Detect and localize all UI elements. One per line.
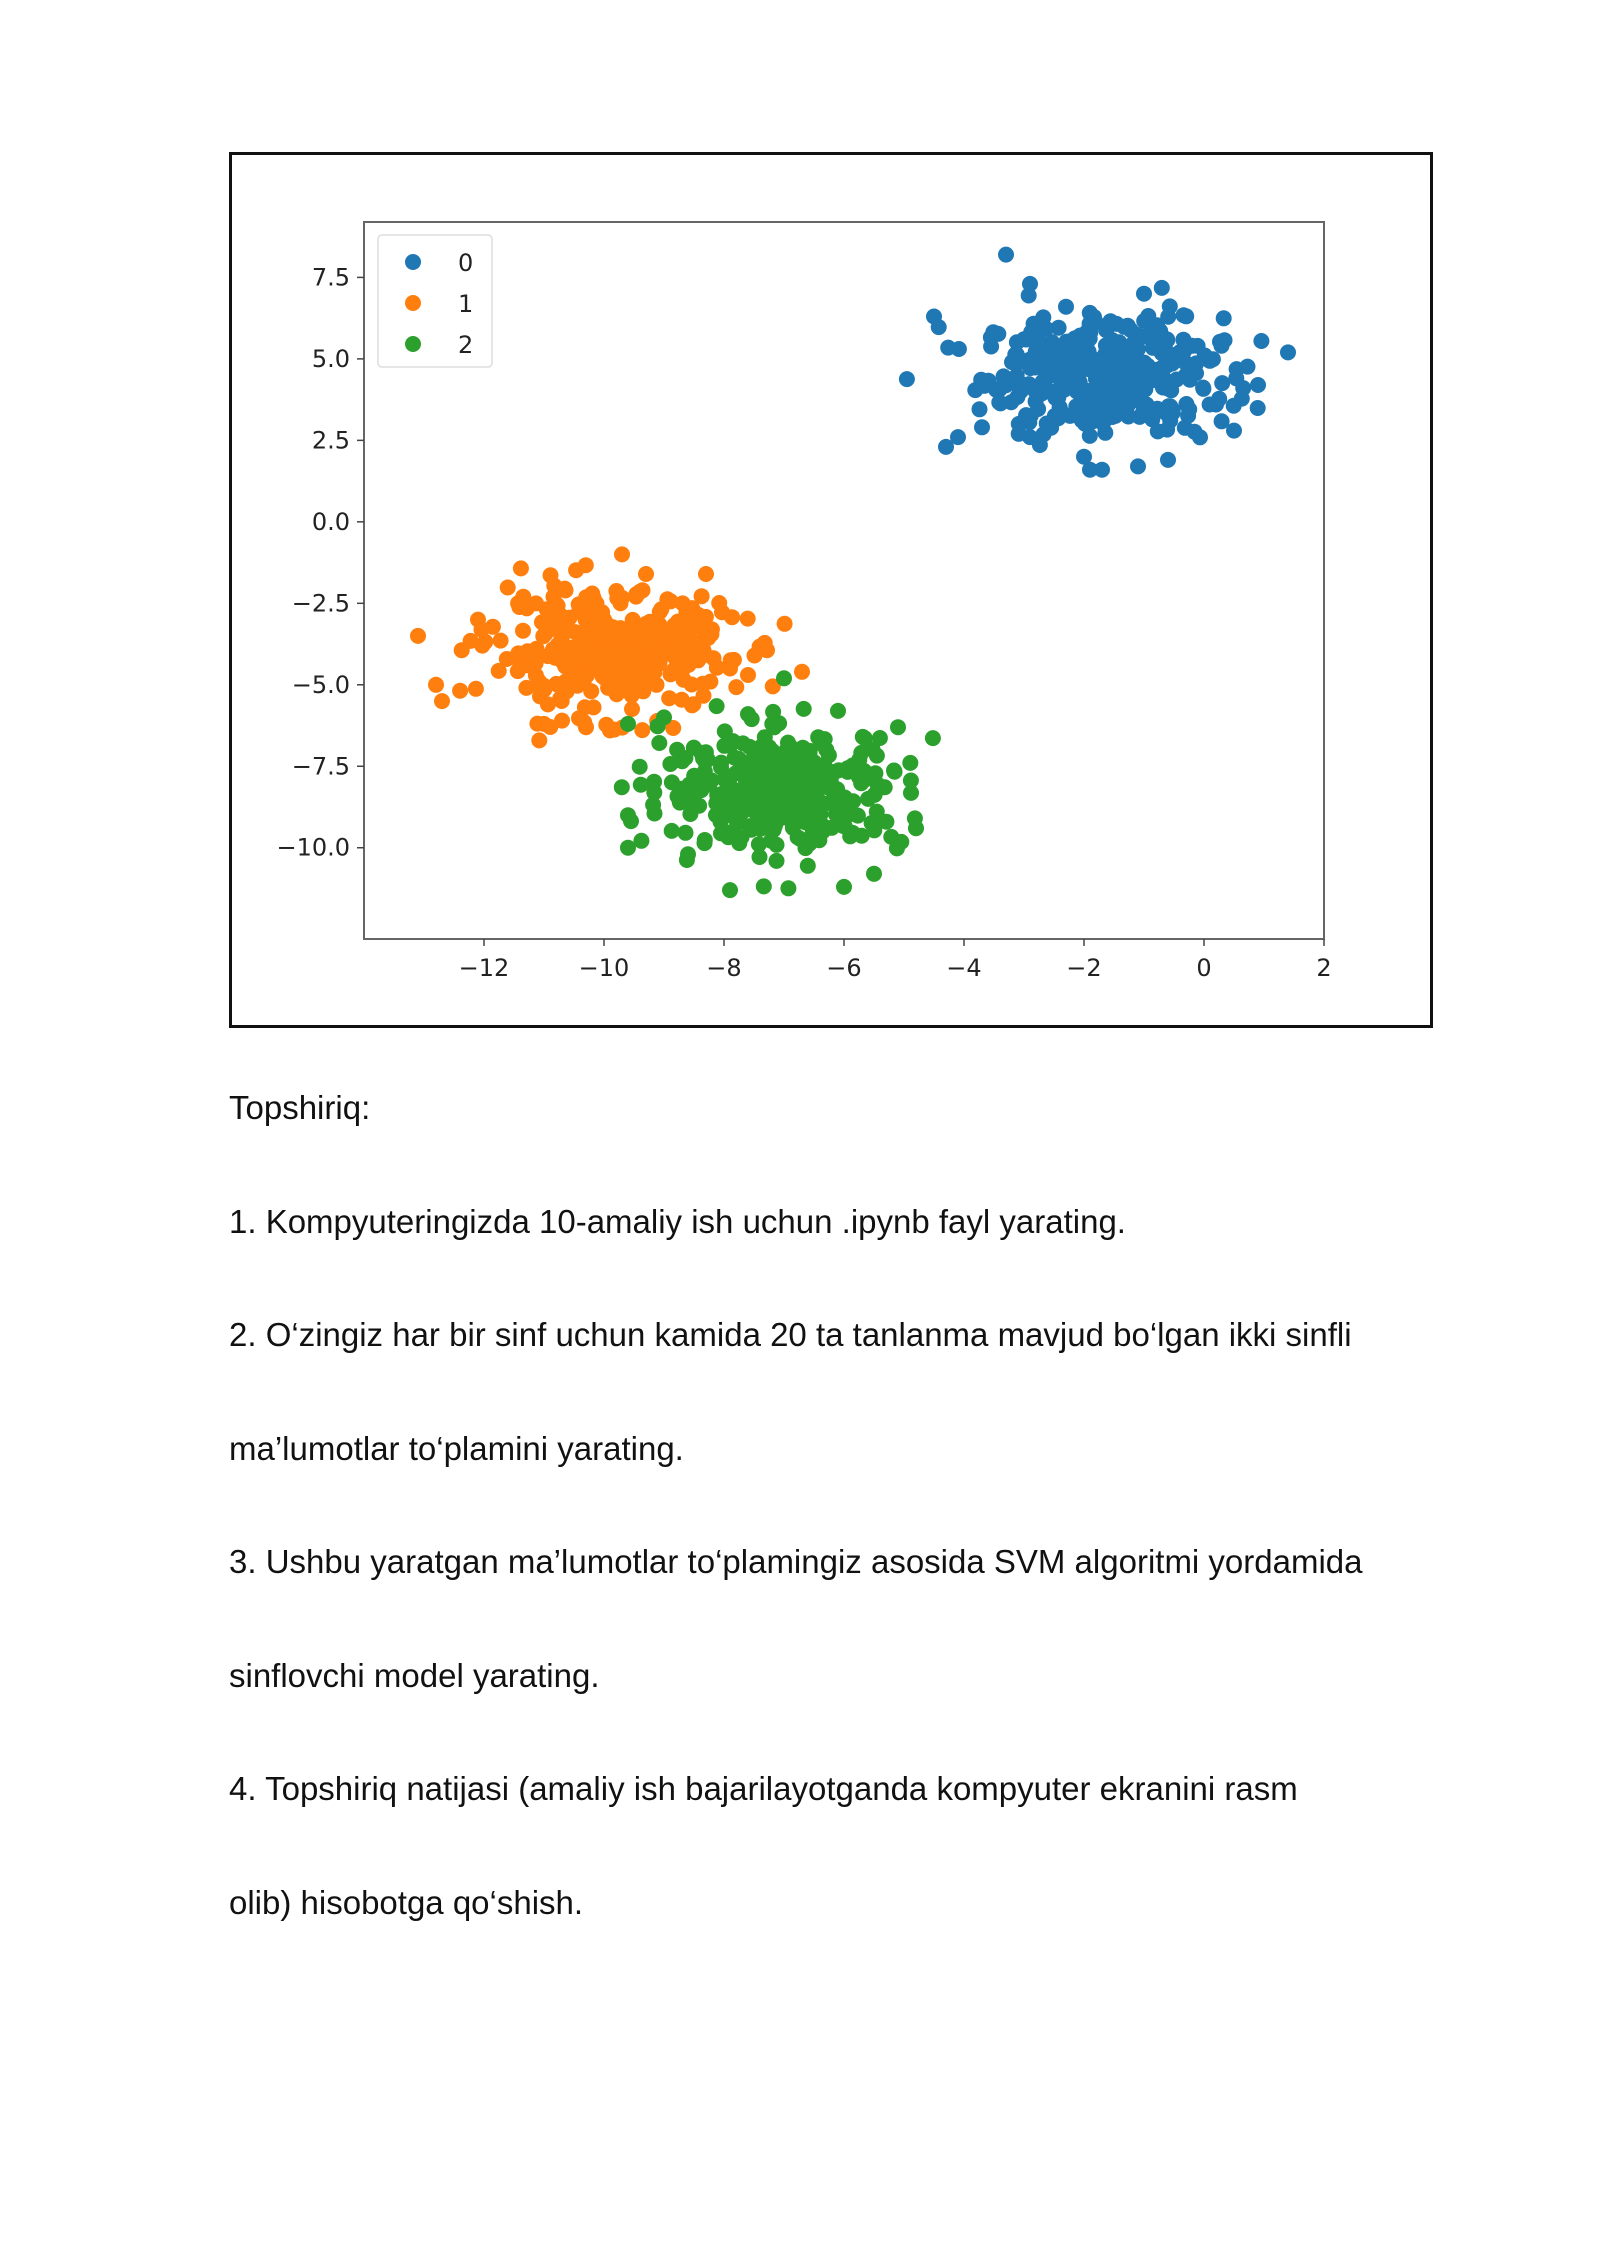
data-point-2: [866, 822, 882, 838]
data-point-0: [1058, 299, 1074, 315]
data-point-0: [1011, 426, 1027, 442]
data-point-1: [723, 652, 739, 668]
data-point-2: [677, 750, 693, 766]
data-point-0: [1136, 286, 1152, 302]
data-point-2: [824, 820, 840, 836]
y-tick-label: 5.0: [311, 344, 350, 373]
data-point-0: [983, 339, 999, 355]
data-point-1: [628, 658, 644, 674]
data-point-2: [883, 829, 899, 845]
data-point-2: [735, 803, 751, 819]
task-item-3: 3. Ushbu yaratgan ma’lumotlar to‘plamingiz asosida SVM algoritmi yordamida: [229, 1543, 1363, 1580]
legend-marker-1: [405, 295, 421, 311]
data-point-0: [1059, 367, 1075, 383]
data-point-2: [869, 748, 885, 764]
data-point-1: [583, 603, 599, 619]
data-point-2: [678, 825, 694, 841]
data-point-0: [1108, 399, 1124, 415]
task-item-2: 2. O‘zingiz har bir sinf uchun kamida 20 ta tanlanma mavjud bo‘lgan ikki sinfli: [229, 1316, 1352, 1353]
data-point-0: [1039, 368, 1055, 384]
data-point-2: [836, 879, 852, 895]
task-item-2-cont: ma’lumotlar to‘plamini yarating.: [229, 1430, 684, 1467]
data-point-1: [728, 679, 744, 695]
data-point-1: [601, 664, 617, 680]
task-item-1: 1. Kompyuteringizda 10-amaliy ish uchun .ipynb fayl yarating.: [229, 1203, 1126, 1240]
data-point-0: [1104, 337, 1120, 353]
y-tick-label: 2.5: [311, 426, 350, 455]
data-point-0: [1250, 400, 1266, 416]
data-point-2: [907, 810, 923, 826]
data-point-2: [872, 730, 888, 746]
task-item-4: 4. Topshiriq natijasi (amaliy ish bajarilayotganda kompyuter ekranini rasm: [229, 1770, 1298, 1807]
data-point-1: [669, 627, 685, 643]
data-point-2: [679, 852, 695, 868]
data-point-0: [1162, 398, 1178, 414]
data-point-0: [1130, 458, 1146, 474]
data-point-1: [777, 616, 793, 632]
data-point-1: [697, 647, 713, 663]
data-point-1: [698, 566, 714, 582]
legend-label-0: 0: [458, 249, 474, 277]
data-point-0: [1082, 462, 1098, 478]
data-point-2: [807, 757, 823, 773]
data-point-2: [756, 878, 772, 894]
data-point-0: [1177, 355, 1193, 371]
data-point-2: [770, 757, 786, 773]
data-point-1: [684, 600, 700, 616]
data-point-2: [925, 730, 941, 746]
data-point-0: [993, 395, 1009, 411]
data-point-0: [1082, 428, 1098, 444]
data-point-0: [1021, 288, 1037, 304]
data-point-0: [1123, 364, 1139, 380]
data-point-1: [537, 626, 553, 642]
data-point-1: [693, 633, 709, 649]
data-point-2: [778, 743, 794, 759]
data-point-1: [634, 722, 650, 738]
data-point-1: [656, 643, 672, 659]
data-point-2: [614, 779, 630, 795]
data-point-1: [686, 619, 702, 635]
data-point-2: [646, 785, 662, 801]
data-point-1: [548, 676, 564, 692]
data-point-0: [1280, 344, 1296, 360]
data-point-0: [1211, 391, 1227, 407]
data-point-2: [633, 833, 649, 849]
data-point-2: [714, 786, 730, 802]
data-point-0: [1253, 333, 1269, 349]
data-point-1: [493, 633, 509, 649]
data-point-2: [713, 825, 729, 841]
data-point-2: [857, 730, 873, 746]
data-point-1: [624, 701, 640, 717]
data-point-1: [540, 696, 556, 712]
data-point-0: [1099, 353, 1115, 369]
data-point-2: [866, 866, 882, 882]
data-point-1: [546, 589, 562, 605]
data-point-2: [632, 759, 648, 775]
x-tick-label: −6: [826, 954, 862, 982]
x-tick-label: −8: [706, 954, 742, 982]
data-point-1: [542, 719, 558, 735]
data-point-1: [520, 643, 536, 659]
data-point-2: [698, 744, 714, 760]
data-point-0: [972, 401, 988, 417]
data-point-2: [902, 755, 918, 771]
data-point-2: [807, 806, 823, 822]
data-point-0: [1212, 334, 1228, 350]
data-point-1: [635, 683, 651, 699]
data-point-0: [1023, 324, 1039, 340]
data-point-2: [800, 858, 816, 874]
data-point-2: [823, 764, 839, 780]
task-item-4-cont: olib) hisobotga qo‘shish.: [229, 1884, 584, 1921]
data-point-0: [1032, 437, 1048, 453]
y-tick-label: −2.5: [291, 589, 350, 618]
data-point-1: [577, 699, 593, 715]
data-point-2: [850, 808, 866, 824]
data-point-2: [620, 716, 636, 732]
y-tick-label: 7.5: [311, 263, 350, 292]
data-point-2: [796, 701, 812, 717]
data-point-2: [780, 880, 796, 896]
data-point-0: [1214, 375, 1230, 391]
legend-marker-0: [405, 254, 421, 270]
x-tick-label: 2: [1316, 954, 1332, 982]
data-point-1: [515, 623, 531, 639]
data-point-2: [777, 790, 793, 806]
data-point-0: [1127, 385, 1143, 401]
data-point-0: [1154, 280, 1170, 296]
data-point-1: [740, 611, 756, 627]
data-point-1: [628, 586, 644, 602]
data-point-0: [974, 419, 990, 435]
data-point-0: [1047, 388, 1063, 404]
data-point-1: [500, 580, 516, 596]
y-tick-label: 0.0: [311, 507, 350, 536]
data-point-1: [638, 566, 654, 582]
data-point-1: [570, 648, 586, 664]
x-tick-label: −4: [946, 954, 982, 982]
data-point-1: [510, 595, 526, 611]
data-point-0: [1028, 393, 1044, 409]
data-point-0: [899, 371, 915, 387]
data-point-0: [1009, 368, 1025, 384]
data-point-0: [1123, 322, 1139, 338]
data-point-0: [1108, 385, 1124, 401]
data-point-0: [1214, 413, 1230, 429]
data-point-1: [531, 678, 547, 694]
data-point-1: [663, 593, 679, 609]
data-point-0: [1139, 368, 1155, 384]
y-tick-label: −7.5: [291, 752, 350, 781]
data-point-2: [749, 764, 765, 780]
data-point-2: [766, 719, 782, 735]
data-point-2: [887, 764, 903, 780]
data-point-2: [734, 761, 750, 777]
data-point-0: [1178, 308, 1194, 324]
data-point-2: [856, 772, 872, 788]
data-point-0: [1007, 347, 1023, 363]
data-point-1: [759, 642, 775, 658]
data-point-2: [664, 823, 680, 839]
data-point-0: [1050, 410, 1066, 426]
task-item-3-cont: sinflovchi model yarating.: [229, 1657, 600, 1694]
data-point-1: [576, 714, 592, 730]
data-point-2: [769, 853, 785, 869]
scatter-plot: [232, 155, 1430, 1025]
data-point-2: [749, 745, 765, 761]
data-point-0: [1075, 341, 1091, 357]
data-point-1: [452, 683, 468, 699]
data-point-1: [631, 622, 647, 638]
data-point-0: [1018, 407, 1034, 423]
data-point-1: [614, 546, 630, 562]
data-point-2: [743, 822, 759, 838]
data-point-0: [1142, 402, 1158, 418]
data-point-1: [568, 562, 584, 578]
data-point-2: [713, 755, 729, 771]
data-point-0: [1160, 452, 1176, 468]
data-point-1: [597, 625, 613, 641]
data-point-0: [998, 247, 1014, 263]
data-point-2: [722, 882, 738, 898]
y-tick-label: −5.0: [291, 670, 350, 699]
data-point-0: [1175, 332, 1191, 348]
data-point-2: [903, 773, 919, 789]
data-point-1: [584, 586, 600, 602]
legend-label-1: 1: [458, 290, 474, 318]
data-point-2: [651, 735, 667, 751]
data-point-2: [890, 719, 906, 735]
data-point-2: [757, 784, 773, 800]
data-point-2: [686, 768, 702, 784]
legend-marker-2: [405, 336, 421, 352]
data-point-0: [1250, 377, 1266, 393]
y-tick-label: −10.0: [276, 833, 350, 862]
data-point-1: [794, 664, 810, 680]
data-point-1: [704, 621, 720, 637]
data-point-1: [674, 664, 690, 680]
data-point-0: [1181, 371, 1197, 387]
data-point-1: [531, 732, 547, 748]
data-point-2: [670, 788, 686, 804]
data-point-0: [1177, 420, 1193, 436]
legend-label-2: 2: [458, 331, 474, 359]
data-point-0: [976, 378, 992, 394]
data-point-0: [1082, 316, 1098, 332]
data-point-1: [410, 628, 426, 644]
x-tick-label: 0: [1196, 954, 1212, 982]
data-point-0: [1031, 341, 1047, 357]
data-point-1: [684, 697, 700, 713]
data-point-2: [752, 849, 768, 865]
data-point-2: [697, 835, 713, 851]
data-point-1: [740, 667, 756, 683]
data-point-1: [428, 677, 444, 693]
x-tick-label: −12: [458, 954, 510, 982]
data-point-0: [1074, 398, 1090, 414]
task-heading: Topshiriq:: [229, 1089, 371, 1126]
data-point-2: [776, 670, 792, 686]
data-point-1: [513, 560, 529, 576]
data-point-0: [1229, 361, 1245, 377]
data-point-2: [805, 824, 821, 840]
data-point-0: [951, 341, 967, 357]
data-point-1: [573, 632, 589, 648]
data-point-0: [1235, 380, 1251, 396]
data-point-2: [633, 777, 649, 793]
legend: [378, 235, 492, 367]
data-point-0: [1125, 336, 1141, 352]
x-tick-label: −10: [578, 954, 630, 982]
data-point-1: [474, 622, 490, 638]
data-point-0: [1158, 372, 1174, 388]
data-point-2: [709, 698, 725, 714]
data-point-2: [650, 718, 666, 734]
data-point-2: [744, 711, 760, 727]
data-point-0: [1159, 331, 1175, 347]
data-point-1: [556, 615, 572, 631]
data-point-1: [583, 683, 599, 699]
data-point-1: [608, 583, 624, 599]
data-point-2: [769, 837, 785, 853]
x-axis-ticks: [459, 939, 1332, 982]
data-point-2: [818, 742, 834, 758]
data-point-1: [543, 567, 559, 583]
data-point-2: [725, 733, 741, 749]
data-point-2: [623, 813, 639, 829]
data-point-1: [554, 693, 570, 709]
data-point-0: [931, 319, 947, 335]
legend-box: [378, 235, 492, 367]
data-point-0: [1195, 381, 1211, 397]
data-point-0: [1216, 310, 1232, 326]
data-point-0: [1154, 345, 1170, 361]
data-point-0: [950, 429, 966, 445]
data-point-2: [830, 703, 846, 719]
data-point-2: [774, 807, 790, 823]
figure-frame: [229, 152, 1433, 1028]
data-point-2: [831, 790, 847, 806]
data-point-2: [805, 790, 821, 806]
data-point-0: [1103, 313, 1119, 329]
data-point-1: [434, 693, 450, 709]
data-point-1: [702, 674, 718, 690]
data-point-2: [765, 704, 781, 720]
x-tick-label: −2: [1066, 954, 1102, 982]
data-point-0: [1181, 401, 1197, 417]
data-point-2: [647, 806, 663, 822]
data-point-1: [468, 681, 484, 697]
data-point-1: [724, 609, 740, 625]
y-axis-ticks: [276, 263, 364, 861]
data-point-0: [1162, 298, 1178, 314]
data-point-2: [845, 758, 861, 774]
data-point-1: [491, 663, 507, 679]
